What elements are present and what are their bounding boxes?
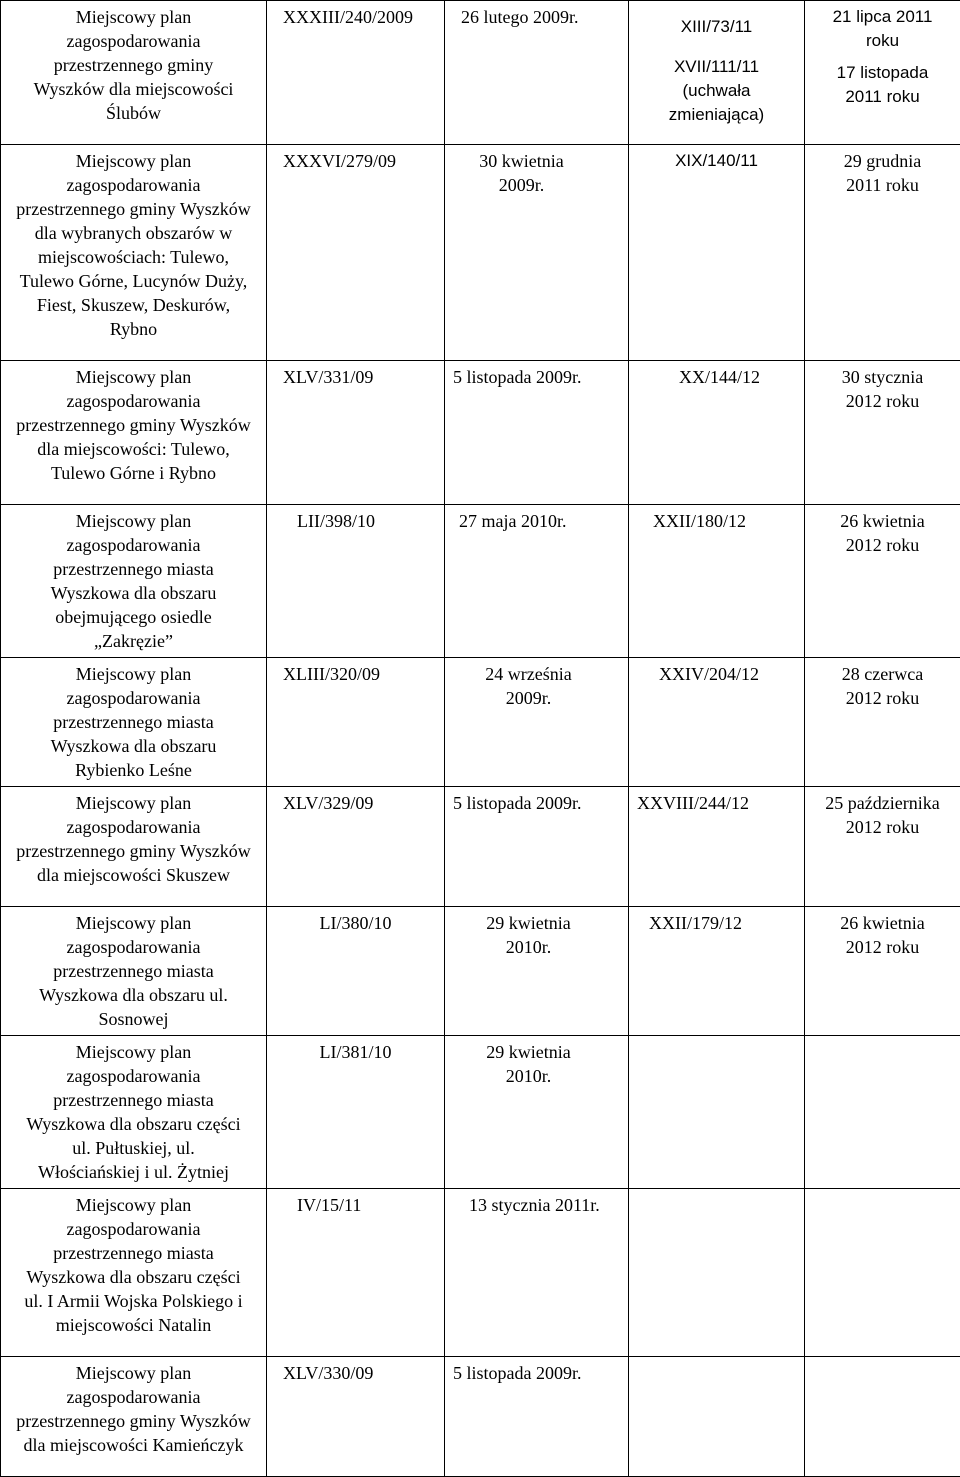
table-row [1,145,960,361]
resolution-cell: LII/398/10 [267,505,445,658]
change-date-cell: 25 października 2012 roku [805,787,960,907]
change-date-cell [805,1189,960,1357]
change-resolution-cell: XXVIII/244/12 [629,787,805,907]
date-cell: 5 listopada 2009r. [445,1357,629,1477]
date-cell: 5 listopada 2009r. [445,361,629,505]
plan-name-cell: Miejscowy plan zagospodarowania przestrzennego gminy Wyszków dla miejscowości Kamieńczyk [1,1357,267,1477]
plan-name-cell: Miejscowy plan zagospodarowania przestrzennego gminy Wyszków dla wybranych obszarów w miejscowościach: Tulewo, Tulewo Górne, Lucynów Duży, Fiest, Skuszew, Deskurów, Rybno [1,145,267,361]
change-resolution-cell [629,1036,805,1189]
change-date-cell: 26 kwietnia 2012 roku [805,505,960,658]
change-date-cell: 29 grudnia 2011 roku [805,145,960,361]
change-date-cell [805,1357,960,1477]
plan-name-cell: Miejscowy plan zagospodarowania przestrzennego gminy Wyszków dla miejscowości Ślubów [1,1,267,145]
date-cell: 27 maja 2010r. [445,505,629,658]
plan-name-cell: Miejscowy plan zagospodarowania przestrzennego miasta Wyszkowa dla obszaru obejmującego osiedle „Zakręzie” [1,505,267,658]
table-row [1,505,960,658]
change-resolution-cell [629,1,805,145]
plan-name-cell: Miejscowy plan zagospodarowania przestrzennego miasta Wyszkowa dla obszaru Rybienko Leśne [1,658,267,787]
change-resolution-cell [629,1189,805,1357]
date-cell: 30 kwietnia 2009r. [445,145,629,361]
table-row [1,361,960,505]
resolution-cell: XXXVI/279/09 [267,145,445,361]
change-resolution-cell: XXII/180/12 [629,505,805,658]
resolution-cell: XLIII/320/09 [267,658,445,787]
date-cell: 29 kwietnia 2010r. [445,1036,629,1189]
change-resolution-cell: XXIV/204/12 [629,658,805,787]
change-date-cell: 28 czerwca 2012 roku [805,658,960,787]
plan-name-cell: Miejscowy plan zagospodarowania przestrzennego gminy Wyszków dla miejscowości: Tulewo, Tulewo Górne i Rybno [1,361,267,505]
resolution-cell: LI/381/10 [267,1036,445,1189]
resolution-cell: XLV/330/09 [267,1357,445,1477]
plan-name-cell: Miejscowy plan zagospodarowania przestrzennego gminy Wyszków dla miejscowości Skuszew [1,787,267,907]
date-cell: 13 stycznia 2011r. [445,1189,629,1357]
change-resolution-cell: XIX/140/11 [629,145,805,361]
plan-name-cell: Miejscowy plan zagospodarowania przestrzennego miasta Wyszkowa dla obszaru części ul. I Armii Wojska Polskiego i miejscowości Natalin [1,1189,267,1357]
change-resolution-cell [629,1357,805,1477]
resolution-cell: XLV/331/09 [267,361,445,505]
date-cell: 29 kwietnia 2010r. [445,907,629,1036]
table-row [1,787,960,907]
change-date-cell [805,1,960,145]
table-row [1,1036,960,1189]
resolution-cell: XXXIII/240/2009 [267,1,445,145]
table-row [1,1189,960,1357]
date-cell: 24 września 2009r. [445,658,629,787]
table-row [1,658,960,787]
table-row [1,1357,960,1477]
date-cell: 5 listopada 2009r. [445,787,629,907]
change-resolution-2: XVII/111/11 [632,55,801,79]
plan-name-cell: Miejscowy plan zagospodarowania przestrzennego miasta Wyszkowa dla obszaru części ul. Pułtuskiej, ul. Włościańskiej i ul. Żytniej [1,1036,267,1189]
change-date-cell: 30 stycznia 2012 roku [805,361,960,505]
change-resolution-cell: XXII/179/12 [629,907,805,1036]
table-row [1,907,960,1036]
change-resolution-1: XIII/73/11 [632,15,801,39]
change-resolution-cell: XX/144/12 [629,361,805,505]
change-date-cell [805,1036,960,1189]
change-date-cell: 26 kwietnia 2012 roku [805,907,960,1036]
change-date-2: 17 listopada 2011 roku [808,61,957,109]
resolution-cell: IV/15/11 [267,1189,445,1357]
plan-name-cell: Miejscowy plan zagospodarowania przestrzennego miasta Wyszkowa dla obszaru ul. Sosnowej [1,907,267,1036]
resolution-cell: XLV/329/09 [267,787,445,907]
date-cell: 26 lutego 2009r. [445,1,629,145]
change-note: (uchwała zmieniająca) [632,79,801,127]
change-date-1: 21 lipca 2011 roku [808,5,957,53]
table-row [1,1,960,145]
resolution-cell: LI/380/10 [267,907,445,1036]
